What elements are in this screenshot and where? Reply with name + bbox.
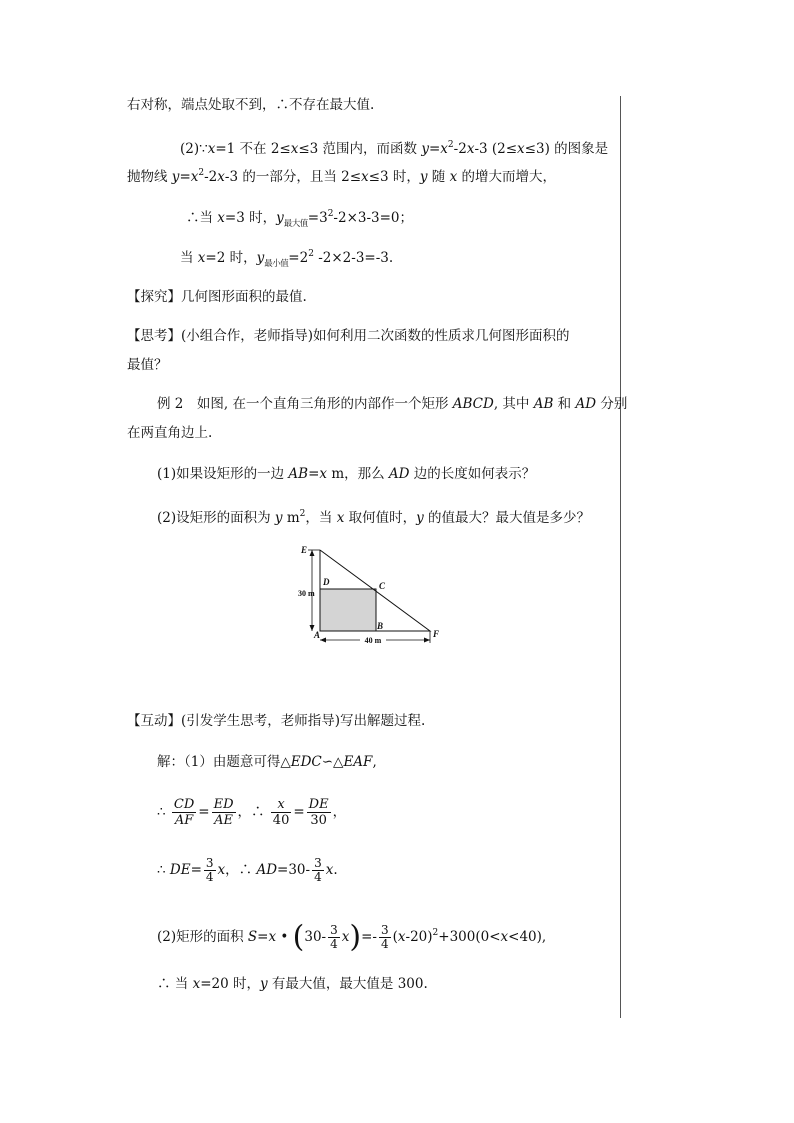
question-1: (1)如果设矩形的一边 AB=x m，那么 AD 边的长度如何表示？ <box>157 466 536 482</box>
question-2: (2)设矩形的面积为 y $m^2$，当 x 取何值时，y 的值最大？最大值是多少？ <box>157 509 591 526</box>
label-40m: 40 m <box>364 636 382 645</box>
fraction-ed-ae: $\frac{ED}{AE}$ <box>213 797 234 828</box>
label-b: B <box>377 621 384 631</box>
label-e: E <box>301 545 308 555</box>
fraction-x-40: $\frac{x}{40}$ <box>272 797 290 828</box>
fraction-de-30: $\frac{DE}{30}$ <box>308 797 329 828</box>
label-a: A <box>314 630 321 640</box>
label-f: F <box>433 629 440 639</box>
part2-line-1: (2)∵x=1 不在 2≤x≤3 范围内，而函数 $y=x^2-2x-3$ (2≤x≤3) 的图象是 <box>180 140 609 157</box>
rectangle-abcd <box>320 589 376 631</box>
solution-line-4: (2)矩形的面积 S=x • (30- $\frac{3}{4}$ x)=- $\frac{3}{4}$ $(x-20)^2+300(0<x<40)$, <box>157 919 547 955</box>
example2-line-2: 在两直角边上. <box>127 425 213 441</box>
text-line-1: 右对称，端点处取不到，∴不存在最大值. <box>127 97 375 113</box>
fraction-3-4-d: $\frac{3}{4}$ <box>380 923 389 951</box>
example2-line-1: 例 2 如图, 在一个直角三角形的内部作一个矩形 ABCD, 其中 AB 和 AD 分别 <box>157 396 628 412</box>
fraction-3-4-a: $\frac{3}{4}$ <box>205 856 214 884</box>
label-d: D <box>323 577 330 587</box>
min-value-line: 当 x=2 时，$y_{最小值}=2^2$ -2×2-3=-3. <box>180 249 394 269</box>
explore-heading: 【探究】几何图形面积的最值. <box>127 289 307 305</box>
fraction-cd-af: $\frac{CD}{AF}$ <box>173 797 195 828</box>
think-line-2: 最值？ <box>127 357 168 373</box>
margin-rule <box>620 96 621 1018</box>
max-value-line: ∴当 x=3 时，$y_{最大值}=3^2-2\times 3-3=0$； <box>186 209 414 229</box>
fraction-3-4-c: $\frac{3}{4}$ <box>330 923 338 951</box>
label-c: C <box>379 581 386 591</box>
triangle-rectangle-figure <box>290 540 450 650</box>
fraction-3-4-b: $\frac{3}{4}$ <box>314 856 322 884</box>
solution-line-1: 解：（1）由题意可得△EDC∽△EAF, <box>157 754 377 770</box>
arrow-left <box>320 638 326 643</box>
interact-heading: 【互动】(引发学生思考，老师指导)写出解题过程. <box>127 713 426 729</box>
arrow-up <box>310 550 315 556</box>
label-30m: 30 m <box>298 589 315 598</box>
part2-line-2: 抛物线 $y=x^2-2x-3$ 的一部分，且当 2≤x≤3 时，y 随 x 的增大而增大， <box>127 168 557 185</box>
solution-line-3: ∴ DE= $\frac{3}{4}$ x，∴ AD=30- $\frac{3}{4}$ x. <box>157 856 338 884</box>
solution-line-5: ∴ 当 x=20 时，y 有最大值，最大值是 300. <box>157 976 428 992</box>
solution-line-2: ∴ $\frac{CD}{AF}$ = $\frac{ED}{AE}$ ，∴ $\frac{x}{40}$ = $\frac{DE}{30}$ ， <box>157 797 347 828</box>
arrow-right <box>424 638 430 643</box>
think-line-1: 【思考】(小组合作，老师指导)如何利用二次函数的性质求几何图形面积的 <box>127 328 570 344</box>
